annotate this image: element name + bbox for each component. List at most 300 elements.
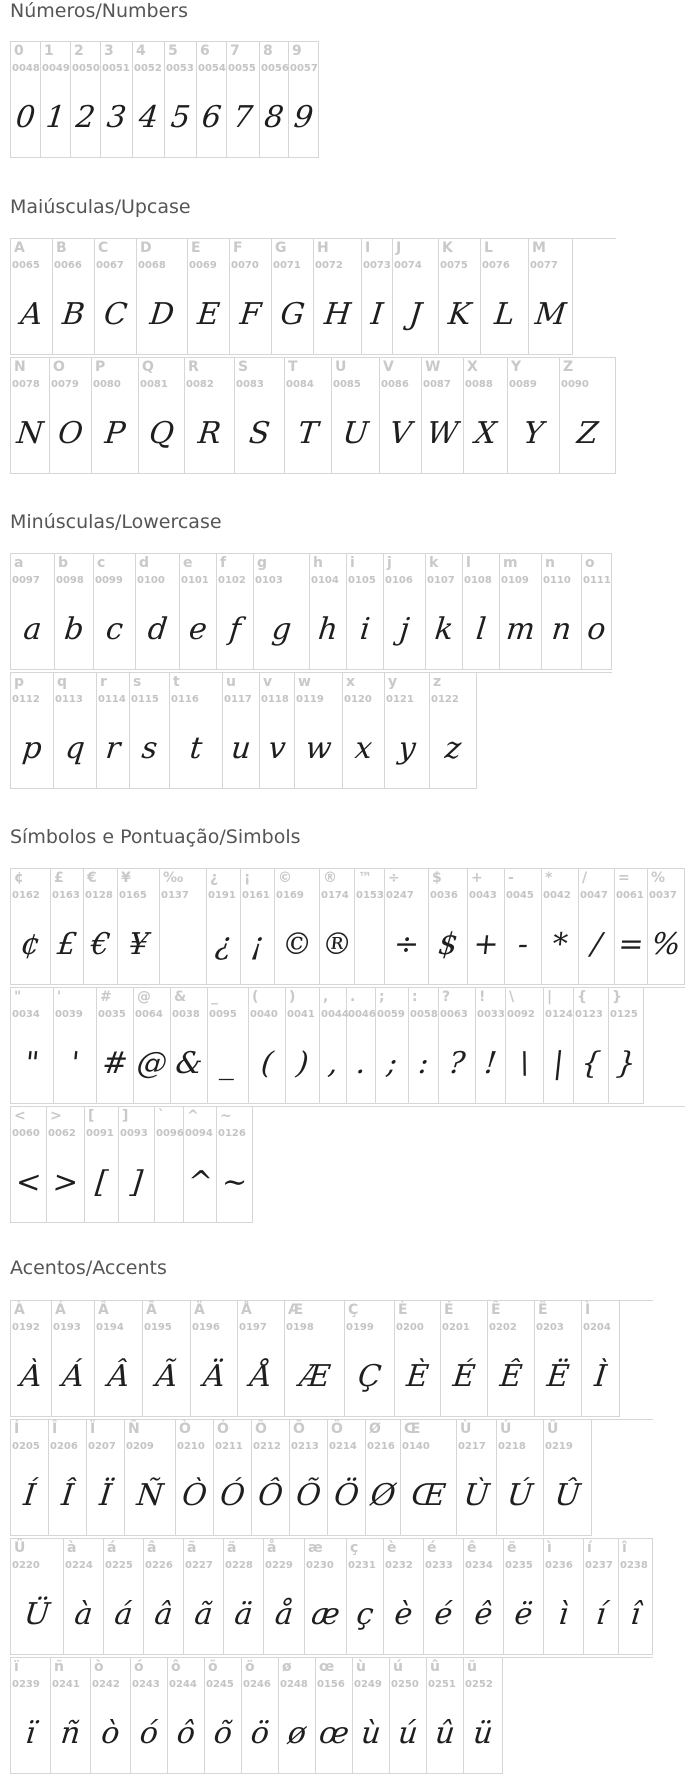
glyph-character-label: [ <box>88 1108 95 1124</box>
glyph-code-label: 0101 <box>181 575 209 586</box>
glyph-code-label: 0125 <box>610 1009 638 1020</box>
glyph-sample: + <box>471 927 501 962</box>
glyph-character-label: ï <box>14 1659 19 1675</box>
glyph-character-label: F <box>233 240 243 256</box>
glyph-character-label: _ <box>211 989 218 1005</box>
glyph-cell <box>235 358 285 474</box>
section-title: Acentos/Accents <box>10 1257 167 1279</box>
glyph-character-label: . <box>350 989 356 1005</box>
glyph-code-label: 0203 <box>536 1322 564 1333</box>
glyph-code-label: 0100 <box>137 575 165 586</box>
glyph-code-label: 0047 <box>580 890 608 901</box>
section-title: Minúsculas/Lowercase <box>10 511 222 533</box>
glyph-cell <box>242 1658 279 1774</box>
glyph-cell <box>488 1301 535 1417</box>
glyph-character-label: X <box>467 359 478 375</box>
glyph-cell <box>328 1420 366 1536</box>
glyph-sample: Œ <box>409 1478 448 1513</box>
glyph-character-label: 3 <box>104 43 114 59</box>
glyph-character-label: Y <box>511 359 522 375</box>
glyph-code-label: 0094 <box>185 1128 213 1139</box>
glyph-character-label: ç <box>350 1540 359 1556</box>
glyph-character-label: P <box>95 359 106 375</box>
glyph-character-label: Z <box>563 359 574 375</box>
glyph-sample: Z <box>575 416 600 451</box>
glyph-sample: Ë <box>545 1359 571 1394</box>
glyph-cell <box>426 554 463 670</box>
glyph-cell <box>11 988 54 1104</box>
glyph-code-label: 0217 <box>458 1441 486 1452</box>
glyph-sample: á <box>112 1597 135 1632</box>
glyph-character-label: > <box>50 1108 62 1124</box>
glyph-sample: ø <box>286 1716 308 1751</box>
glyph-code-label: 0057 <box>290 63 318 74</box>
glyph-sample: H <box>322 297 353 332</box>
glyph-code-label: 0213 <box>291 1441 319 1452</box>
glyph-code-label: 0211 <box>215 1441 243 1452</box>
glyph-cell <box>316 1658 353 1774</box>
glyph-code-label: 0140 <box>402 1441 430 1452</box>
glyph-sample: î <box>628 1597 643 1632</box>
glyph-character-label: â <box>147 1540 157 1556</box>
glyph-character-label: À <box>14 1302 25 1318</box>
glyph-character-label: Ó <box>217 1421 229 1437</box>
glyph-sample: í <box>594 1597 608 1632</box>
glyph-character-label: ø <box>282 1659 292 1675</box>
glyph-grid <box>10 868 685 1225</box>
glyph-character-label: / <box>582 870 588 886</box>
glyph-code-label: 0238 <box>620 1560 648 1571</box>
glyph-sample: æ <box>309 1597 342 1632</box>
glyph-character-label: © <box>278 870 292 886</box>
glyph-row <box>10 238 616 355</box>
glyph-cell <box>252 1420 290 1536</box>
glyph-cell <box>97 673 130 789</box>
glyph-sample: # <box>100 1046 130 1081</box>
glyph-sample: f <box>227 612 243 647</box>
glyph-sample: B <box>60 297 87 332</box>
glyph-cell <box>223 673 260 789</box>
glyph-character-label: ã <box>187 1540 197 1556</box>
glyph-cell <box>366 1420 401 1536</box>
glyph-sample: Ù <box>462 1478 492 1513</box>
glyph-code-label: 0074 <box>394 260 422 271</box>
glyph-code-label: 0110 <box>543 575 571 586</box>
glyph-code-label: 0088 <box>465 379 493 390</box>
glyph-cell <box>139 358 185 474</box>
glyph-code-label: 0040 <box>250 1009 278 1020</box>
glyph-code-label: 0072 <box>315 260 343 271</box>
glyph-cell <box>249 988 286 1104</box>
glyph-sample: ¥ <box>127 927 150 962</box>
glyph-code-label: 0156 <box>317 1679 345 1690</box>
glyph-code-label: 0191 <box>208 890 236 901</box>
glyph-sample: a <box>21 612 44 647</box>
glyph-character-label: ä <box>227 1540 237 1556</box>
glyph-code-label: 0106 <box>385 575 413 586</box>
glyph-cell <box>285 1301 345 1417</box>
glyph-character-label: < <box>14 1108 26 1124</box>
glyph-character-label: l <box>466 555 471 571</box>
glyph-character-label: L <box>484 240 493 256</box>
glyph-character-label: Â <box>98 1302 109 1318</box>
glyph-cell <box>286 988 320 1104</box>
glyph-sample: y <box>396 731 418 766</box>
glyph-cell <box>384 554 426 670</box>
glyph-code-label: 0224 <box>65 1560 93 1571</box>
glyph-character-label: ^ <box>187 1108 199 1124</box>
glyph-code-label: 0245 <box>206 1679 234 1690</box>
glyph-sample: W <box>425 416 460 451</box>
glyph-character-label: o <box>585 555 595 571</box>
glyph-character-label: G <box>275 240 287 256</box>
glyph-cell <box>384 1539 424 1655</box>
glyph-code-label: 0044 <box>321 1009 349 1020</box>
glyph-code-label: 0078 <box>12 379 40 390</box>
glyph-character-label: w <box>298 674 311 690</box>
glyph-character-label: ñ <box>54 1659 64 1675</box>
glyph-code-label: 0083 <box>236 379 264 390</box>
glyph-character-label: 1 <box>44 43 54 59</box>
glyph-sample: è <box>392 1597 415 1632</box>
glyph-code-label: 0121 <box>386 694 414 705</box>
glyph-character-label: 9 <box>292 43 302 59</box>
glyph-sample: 7 <box>231 100 255 135</box>
glyph-character-label: , <box>323 989 329 1005</box>
glyph-code-label: 0071 <box>273 260 301 271</box>
glyph-code-label: 0087 <box>423 379 451 390</box>
glyph-sample: ê <box>472 1597 495 1632</box>
glyph-cell <box>131 1658 168 1774</box>
glyph-character-label: ] <box>122 1108 129 1124</box>
glyph-character-label: B <box>56 240 67 256</box>
glyph-character-label: Ù <box>460 1421 472 1437</box>
glyph-code-label: 0098 <box>56 575 84 586</box>
glyph-code-label: 0090 <box>561 379 589 390</box>
glyph-code-label: 0061 <box>616 890 644 901</box>
glyph-code-label: 0165 <box>119 890 147 901</box>
glyph-cell <box>424 1539 464 1655</box>
glyph-sample: â <box>152 1597 175 1632</box>
glyph-code-label: 0242 <box>92 1679 120 1690</box>
glyph-cell <box>53 239 95 355</box>
glyph-code-label: 0246 <box>243 1679 271 1690</box>
glyph-code-label: 0073 <box>363 260 391 271</box>
glyph-character-label: O <box>53 359 65 375</box>
glyph-sample: l <box>474 612 488 647</box>
glyph-cell <box>376 988 409 1104</box>
glyph-character-label: Ê <box>491 1302 501 1318</box>
glyph-cell <box>320 869 355 985</box>
glyph-code-label: 0065 <box>12 260 40 271</box>
glyph-sample: v <box>266 731 288 766</box>
glyph-sample: Â <box>105 1359 132 1394</box>
glyph-cell <box>332 358 380 474</box>
glyph-character-label: h <box>313 555 323 571</box>
glyph-cell <box>422 358 464 474</box>
glyph-cell <box>51 1658 91 1774</box>
glyph-sample: Ï <box>97 1478 114 1513</box>
glyph-code-label: 0236 <box>545 1560 573 1571</box>
glyph-sample: R <box>196 416 223 451</box>
glyph-cell <box>230 239 272 355</box>
glyph-code-label: 0207 <box>88 1441 116 1452</box>
glyph-code-label: 0085 <box>333 379 361 390</box>
glyph-character-label: = <box>618 870 630 886</box>
glyph-code-label: 0045 <box>506 890 534 901</box>
glyph-row <box>10 553 612 670</box>
glyph-character-label: i <box>350 555 355 571</box>
glyph-code-label: 0228 <box>225 1560 253 1571</box>
glyph-code-label: 0036 <box>430 890 458 901</box>
glyph-sample: É <box>451 1359 477 1394</box>
glyph-cell <box>197 42 227 158</box>
glyph-sample: n <box>550 612 574 647</box>
glyph-code-label: 0243 <box>132 1679 160 1690</box>
glyph-sample: ï <box>23 1716 38 1751</box>
glyph-character-label: É <box>444 1302 454 1318</box>
glyph-sample: K <box>446 297 473 332</box>
glyph-character-label: W <box>425 359 441 375</box>
glyph-cell <box>439 988 476 1104</box>
glyph-cell <box>457 1420 497 1536</box>
glyph-row <box>10 1538 653 1655</box>
glyph-character-label: ` <box>158 1108 165 1124</box>
glyph-character-label: Ü <box>14 1540 26 1556</box>
glyph-sample: Q <box>147 416 176 451</box>
glyph-code-label: 0099 <box>95 575 123 586</box>
glyph-sample: Û <box>553 1478 583 1513</box>
glyph-sample: Ò <box>180 1478 209 1513</box>
glyph-sample: 2 <box>74 100 97 135</box>
glyph-code-label: 0124 <box>545 1009 573 1020</box>
glyph-character-label: j <box>387 555 392 571</box>
glyph-character-label: b <box>58 555 69 571</box>
glyph-sample: © <box>280 927 314 962</box>
glyph-cell <box>11 1420 49 1536</box>
glyph-character-label: ® <box>323 870 337 886</box>
glyph-cell <box>574 988 609 1104</box>
glyph-character-label: 2 <box>74 43 84 59</box>
glyph-sample: F <box>238 297 263 332</box>
glyph-sample: Y <box>521 416 546 451</box>
glyph-sample: X <box>473 416 499 451</box>
glyph-cell <box>542 869 579 985</box>
glyph-character-label: H <box>317 240 329 256</box>
glyph-character-label: Ñ <box>128 1421 140 1437</box>
glyph-character-label: u <box>226 674 236 690</box>
glyph-cell <box>385 869 429 985</box>
glyph-code-label: 0116 <box>171 694 199 705</box>
glyph-cell <box>11 1107 47 1223</box>
glyph-sample: ) <box>294 1046 311 1081</box>
glyph-character-label: î <box>622 1540 627 1556</box>
glyph-code-label: 0117 <box>224 694 252 705</box>
glyph-code-label: 0105 <box>348 575 376 586</box>
glyph-cell <box>481 239 529 355</box>
glyph-character-label: ; <box>379 989 385 1005</box>
glyph-code-label: 0082 <box>186 379 214 390</box>
glyph-sample: Å <box>248 1359 274 1394</box>
glyph-cell <box>54 673 97 789</box>
glyph-cell <box>227 42 260 158</box>
glyph-cell <box>55 554 94 670</box>
glyph-character-label: A <box>14 240 25 256</box>
glyph-code-label: 0205 <box>12 1441 40 1452</box>
glyph-sample: . <box>354 1046 368 1081</box>
glyph-character-label: - <box>508 870 514 886</box>
glyph-code-label: 0163 <box>52 890 80 901</box>
glyph-character-label: T <box>288 359 298 375</box>
glyph-sample: Í <box>21 1478 38 1513</box>
glyph-character-label: ÷ <box>388 870 400 886</box>
glyph-character-label: S <box>238 359 249 375</box>
glyph-code-label: 0206 <box>50 1441 78 1452</box>
glyph-code-label: 0229 <box>265 1560 293 1571</box>
glyph-code-label: 0049 <box>42 63 70 74</box>
glyph-character-label: r <box>100 674 107 690</box>
glyph-character-label: g <box>257 555 268 571</box>
glyph-cell <box>439 239 481 355</box>
glyph-cell <box>11 1301 52 1417</box>
glyph-sample: ó <box>138 1716 160 1751</box>
glyph-code-label: 0220 <box>12 1560 40 1571</box>
glyph-code-label: 0048 <box>12 63 40 74</box>
glyph-sample: é <box>432 1597 455 1632</box>
glyph-cell <box>272 239 314 355</box>
glyph-cell <box>95 239 137 355</box>
glyph-cell <box>97 988 134 1104</box>
glyph-cell <box>463 554 500 670</box>
glyph-cell <box>143 1301 191 1417</box>
glyph-sample: 8 <box>262 100 286 135</box>
glyph-character-label: Q <box>142 359 154 375</box>
glyph-cell <box>355 869 385 985</box>
glyph-character-label: f <box>220 555 227 571</box>
glyph-sample: { <box>579 1046 603 1081</box>
glyph-sample: ì <box>556 1597 571 1632</box>
glyph-cell <box>468 869 505 985</box>
glyph-character-label: ú <box>393 1659 403 1675</box>
glyph-character-label: 7 <box>230 43 240 59</box>
glyph-sample: D <box>148 297 176 332</box>
glyph-sample: S <box>247 416 272 451</box>
glyph-code-label: 0234 <box>465 1560 493 1571</box>
glyph-code-label: 0067 <box>96 260 124 271</box>
glyph-row <box>10 672 612 789</box>
glyph-sample: Ü <box>22 1597 52 1632</box>
glyph-sample: / <box>589 927 604 962</box>
glyph-character-label: ' <box>57 989 62 1005</box>
glyph-cell <box>409 988 439 1104</box>
glyph-cell <box>137 239 188 355</box>
glyph-code-label: 0196 <box>192 1322 220 1333</box>
glyph-sample: ö <box>249 1716 271 1751</box>
glyph-sample: ú <box>396 1716 420 1751</box>
glyph-code-label: 0195 <box>144 1322 172 1333</box>
glyph-code-label: 0042 <box>543 890 571 901</box>
glyph-character-label: p <box>14 674 25 690</box>
glyph-sample: Ã <box>153 1359 180 1394</box>
glyph-cell <box>380 358 422 474</box>
glyph-character-label: I <box>365 240 371 256</box>
glyph-code-label: 0162 <box>12 890 40 901</box>
glyph-code-label: 0068 <box>138 260 166 271</box>
glyph-character-label: " <box>14 989 22 1005</box>
glyph-character-label: n <box>545 555 555 571</box>
glyph-cell <box>224 1539 264 1655</box>
glyph-character-label: Á <box>55 1302 66 1318</box>
glyph-code-label: 0122 <box>431 694 459 705</box>
glyph-cell <box>279 1658 316 1774</box>
glyph-cell <box>241 869 275 985</box>
glyph-sample: Ä <box>201 1359 227 1394</box>
glyph-character-label: D <box>140 240 152 256</box>
glyph-code-label: 0041 <box>287 1009 315 1020</box>
glyph-code-label: 0251 <box>428 1679 456 1690</box>
glyph-sample: j <box>398 612 412 647</box>
glyph-character-label: à <box>67 1540 77 1556</box>
glyph-cell <box>217 554 254 670</box>
glyph-code-label: 0107 <box>427 575 455 586</box>
glyph-sample: Õ <box>294 1478 323 1513</box>
glyph-character-label: ì <box>547 1540 552 1556</box>
glyph-character-label: ¡ <box>244 870 251 886</box>
glyph-cell <box>508 358 560 474</box>
glyph-sample: 3 <box>105 100 128 135</box>
glyph-code-label: 0202 <box>489 1322 517 1333</box>
glyph-cell <box>101 42 133 158</box>
glyph-cell <box>395 1301 441 1417</box>
glyph-character-label: Ú <box>500 1421 512 1437</box>
glyph-sample: p <box>20 731 44 766</box>
glyph-character-label: ) <box>289 989 296 1005</box>
glyph-cell <box>264 1539 305 1655</box>
glyph-sample: M <box>533 297 568 332</box>
glyph-cell <box>275 869 320 985</box>
glyph-cell <box>320 988 347 1104</box>
glyph-code-label: 0112 <box>12 694 40 705</box>
glyph-character-label: å <box>267 1540 277 1556</box>
glyph-row <box>10 41 319 158</box>
glyph-cell <box>51 869 84 985</box>
glyph-code-label: 0113 <box>55 694 83 705</box>
glyph-sample: P <box>103 416 127 451</box>
glyph-character-label: e <box>183 555 193 571</box>
glyph-cell <box>441 1301 488 1417</box>
glyph-cell <box>609 988 644 1104</box>
glyph-code-label: 0174 <box>321 890 349 901</box>
glyph-code-label: 0214 <box>329 1441 357 1452</box>
glyph-cell <box>180 554 217 670</box>
glyph-code-label: 0093 <box>120 1128 148 1139</box>
glyph-cell <box>584 1539 619 1655</box>
glyph-sample: & <box>173 1046 205 1081</box>
glyph-character-label: Œ <box>404 1421 421 1437</box>
glyph-code-label: 0216 <box>367 1441 395 1452</box>
glyph-character-label: y <box>388 674 398 690</box>
glyph-sample: 4 <box>137 100 160 135</box>
glyph-cell <box>504 1539 544 1655</box>
glyph-row <box>10 1657 653 1774</box>
glyph-code-label: 0046 <box>348 1009 376 1020</box>
glyph-cell <box>71 42 101 158</box>
glyph-cell <box>464 358 508 474</box>
glyph-code-label: 0039 <box>55 1009 83 1020</box>
glyph-character-label: t <box>173 674 180 690</box>
glyph-character-label: * <box>545 870 553 886</box>
glyph-cell <box>95 1301 143 1417</box>
